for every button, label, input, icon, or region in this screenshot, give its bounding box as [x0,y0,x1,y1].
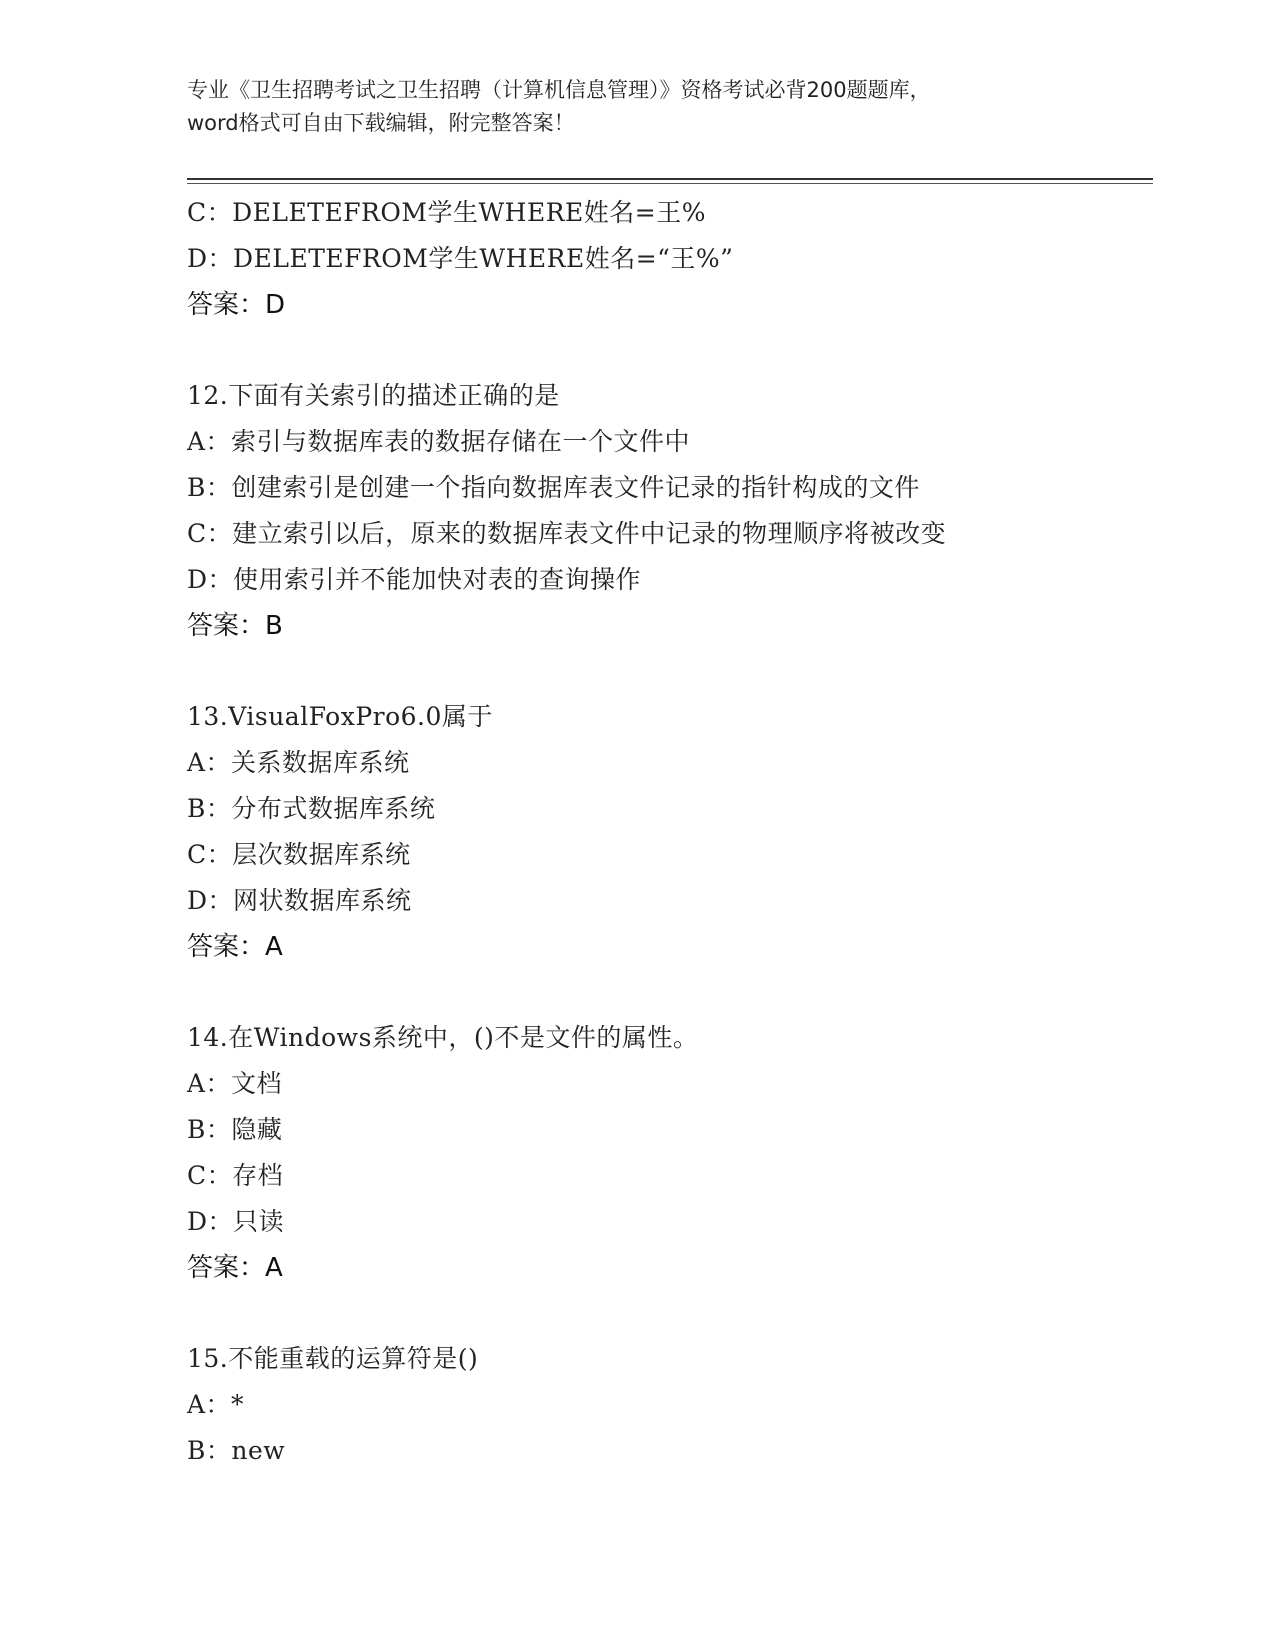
option-line: C：DELETEFROM学生WHERE姓名=王% [187,198,706,227]
question-stem: 14.在Windows系统中，()不是文件的属性。 [187,1023,699,1052]
option-line: B：new [187,1436,286,1465]
option-line: D：使用索引并不能加快对表的查询操作 [187,565,642,594]
option-line: A：* [187,1390,245,1419]
option-line: A：关系数据库系统 [187,748,410,777]
option-line: D：网状数据库系统 [187,886,412,915]
option-line: A：索引与数据库表的数据存储在一个文件中 [187,427,691,456]
option-line: B：隐藏 [187,1115,283,1144]
option-line: C：存档 [187,1161,284,1190]
question-stem: 12.下面有关索引的描述正确的是 [187,381,560,410]
answer-line: 答案：B [187,611,283,641]
answer-line: 答案：D [187,290,286,320]
answer-line: 答案：A [187,932,283,962]
option-line: D：只读 [187,1207,285,1236]
header-line-2: word格式可自由下载编辑，附完整答案！ [187,111,575,135]
option-line: B：分布式数据库系统 [187,794,436,823]
question-block-13 [187,694,1147,970]
option-line: C：建立索引以后，原来的数据库表文件中记录的物理顺序将被改变 [187,519,947,548]
header-divider-thick [187,178,1153,180]
header-line-1: 专业《卫生招聘考试之卫生招聘（计算机信息管理）》资格考试必背200题题库， [187,78,931,102]
question-block-12 [187,373,1147,649]
question-stem: 15.不能重载的运算符是() [187,1344,479,1373]
question-block-15 [187,1336,1147,1474]
header-divider-thin [187,183,1153,184]
answer-line: 答案：A [187,1253,283,1283]
question-block-previous [187,190,1147,328]
option-line: B：创建索引是创建一个指向数据库表文件记录的指针构成的文件 [187,473,920,502]
option-line: C：层次数据库系统 [187,840,411,869]
question-block-14 [187,1015,1147,1291]
option-line: A：文档 [187,1069,283,1098]
question-stem: 13.VisualFoxPro6.0属于 [187,702,493,731]
question-list [187,190,1147,1474]
document-header [187,74,1087,140]
option-line: D：DELETEFROM学生WHERE姓名=“王%” [187,244,734,273]
